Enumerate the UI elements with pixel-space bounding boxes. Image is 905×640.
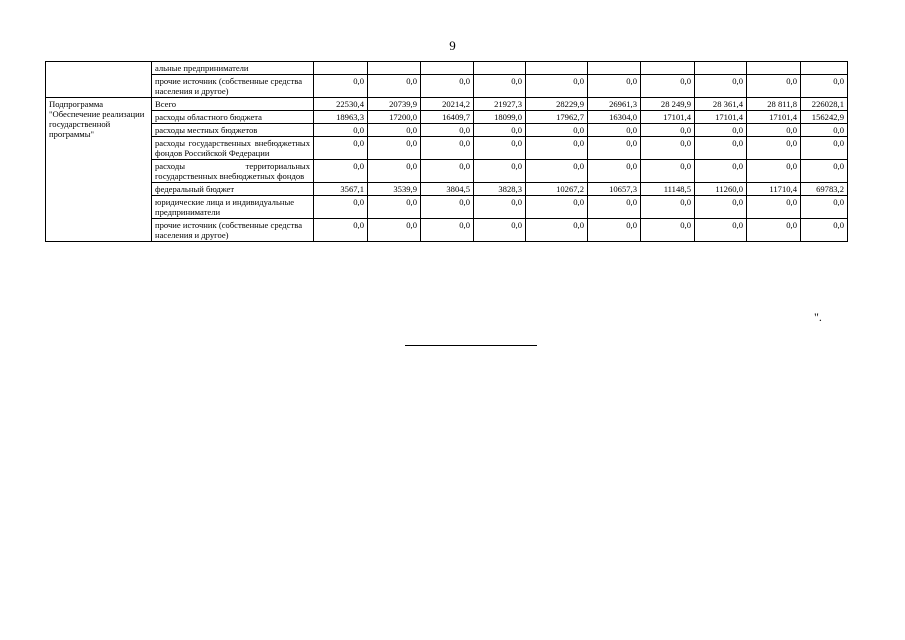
value-cell: 0,0	[474, 196, 526, 219]
value-cell: 20739,9	[368, 98, 421, 111]
funding-source-label: федеральный бюджет	[152, 183, 314, 196]
value-cell: 0,0	[368, 137, 421, 160]
funding-source-label: расходы областного бюджета	[152, 111, 314, 124]
value-cell: 0,0	[368, 196, 421, 219]
value-cell: 0,0	[695, 124, 747, 137]
value-cell: 26961,3	[588, 98, 641, 111]
value-cell	[641, 62, 695, 75]
value-cell: 21927,3	[474, 98, 526, 111]
value-cell: 0,0	[801, 124, 848, 137]
value-cell: 0,0	[588, 219, 641, 242]
value-cell: 0,0	[314, 75, 368, 98]
value-cell: 0,0	[421, 160, 474, 183]
value-cell: 16409,7	[421, 111, 474, 124]
value-cell: 0,0	[747, 160, 801, 183]
value-cell: 0,0	[314, 137, 368, 160]
value-cell: 0,0	[641, 196, 695, 219]
value-cell: 18099,0	[474, 111, 526, 124]
value-cell: 0,0	[695, 137, 747, 160]
value-cell: 0,0	[368, 124, 421, 137]
value-cell: 0,0	[421, 137, 474, 160]
value-cell: 0,0	[588, 75, 641, 98]
value-cell: 17101,4	[747, 111, 801, 124]
funding-source-label: расходы государственных внебюджетных фондов Российской Федерации	[152, 137, 314, 160]
value-cell: 0,0	[747, 75, 801, 98]
table-row	[46, 75, 848, 98]
value-cell: 0,0	[695, 219, 747, 242]
funding-source-label: прочие источник (собственные средства населения и другое)	[152, 75, 314, 98]
value-cell: 0,0	[695, 196, 747, 219]
value-cell: 0,0	[747, 137, 801, 160]
value-cell: 0,0	[474, 137, 526, 160]
value-cell: 17101,4	[695, 111, 747, 124]
subprogram-name-cell: Подпрограмма "Обеспечение реализации государственной программы"	[46, 98, 152, 242]
value-cell: 0,0	[801, 75, 848, 98]
value-cell: 0,0	[526, 160, 588, 183]
value-cell: 0,0	[368, 160, 421, 183]
value-cell: 0,0	[526, 219, 588, 242]
value-cell: 11260,0	[695, 183, 747, 196]
value-cell: 17200,0	[368, 111, 421, 124]
table-row	[46, 219, 848, 242]
value-cell	[588, 62, 641, 75]
value-cell: 0,0	[474, 160, 526, 183]
value-cell: 0,0	[588, 196, 641, 219]
value-cell: 28 249,9	[641, 98, 695, 111]
value-cell: 0,0	[526, 75, 588, 98]
value-cell	[368, 62, 421, 75]
value-cell: 0,0	[695, 75, 747, 98]
value-cell: 226028,1	[801, 98, 848, 111]
value-cell: 0,0	[526, 196, 588, 219]
value-cell: 10657,3	[588, 183, 641, 196]
table-row	[46, 183, 848, 196]
value-cell: 0,0	[588, 160, 641, 183]
value-cell: 156242,9	[801, 111, 848, 124]
value-cell: 20214,2	[421, 98, 474, 111]
funding-source-label: Всего	[152, 98, 314, 111]
value-cell: 0,0	[368, 75, 421, 98]
program-cell-continued	[46, 62, 152, 98]
value-cell: 0,0	[421, 75, 474, 98]
value-cell: 3828,3	[474, 183, 526, 196]
value-cell: 0,0	[314, 160, 368, 183]
budget-table	[45, 61, 848, 242]
value-cell: 11148,5	[641, 183, 695, 196]
value-cell: 0,0	[474, 219, 526, 242]
closing-quote-mark: ".	[814, 310, 822, 324]
value-cell: 3539,9	[368, 183, 421, 196]
value-cell: 0,0	[314, 196, 368, 219]
value-cell: 0,0	[801, 160, 848, 183]
funding-source-label: прочие источник (собственные средства населения и другое)	[152, 219, 314, 242]
value-cell: 0,0	[588, 137, 641, 160]
table-row	[46, 160, 848, 183]
value-cell: 0,0	[474, 75, 526, 98]
value-cell: 28 361,4	[695, 98, 747, 111]
value-cell: 0,0	[368, 219, 421, 242]
value-cell: 17101,4	[641, 111, 695, 124]
value-cell: 0,0	[588, 124, 641, 137]
page-number: 9	[449, 38, 456, 53]
value-cell: 3804,5	[421, 183, 474, 196]
value-cell: 3567,1	[314, 183, 368, 196]
table-row	[46, 98, 848, 111]
value-cell: 0,0	[641, 124, 695, 137]
value-cell: 0,0	[641, 219, 695, 242]
value-cell: 0,0	[526, 124, 588, 137]
value-cell: 0,0	[421, 196, 474, 219]
value-cell: 69783,2	[801, 183, 848, 196]
value-cell: 0,0	[421, 124, 474, 137]
value-cell: 0,0	[747, 124, 801, 137]
value-cell: 0,0	[801, 219, 848, 242]
separator-line	[405, 345, 537, 346]
funding-source-label: юридические лица и индивидуальные предприниматели	[152, 196, 314, 219]
value-cell: 28 811,8	[747, 98, 801, 111]
value-cell	[526, 62, 588, 75]
value-cell: 0,0	[314, 219, 368, 242]
value-cell: 0,0	[801, 196, 848, 219]
value-cell: 17962,7	[526, 111, 588, 124]
value-cell: 10267,2	[526, 183, 588, 196]
value-cell: 22530,4	[314, 98, 368, 111]
funding-source-label: альные предприниматели	[152, 62, 314, 75]
table-row	[46, 137, 848, 160]
table-row	[46, 196, 848, 219]
funding-source-label: расходы территориальных государственных внебюджетных фондов	[152, 160, 314, 183]
value-cell: 0,0	[747, 196, 801, 219]
value-cell: 16304,0	[588, 111, 641, 124]
value-cell	[314, 62, 368, 75]
funding-source-label: расходы местных бюджетов	[152, 124, 314, 137]
table-row	[46, 124, 848, 137]
value-cell: 0,0	[641, 137, 695, 160]
value-cell	[747, 62, 801, 75]
value-cell: 0,0	[526, 137, 588, 160]
value-cell: 0,0	[421, 219, 474, 242]
value-cell: 0,0	[474, 124, 526, 137]
value-cell: 0,0	[314, 124, 368, 137]
value-cell: 0,0	[695, 160, 747, 183]
value-cell	[421, 62, 474, 75]
table-row	[46, 62, 848, 75]
value-cell	[474, 62, 526, 75]
value-cell: 0,0	[641, 160, 695, 183]
value-cell: 28229,9	[526, 98, 588, 111]
table-row	[46, 111, 848, 124]
value-cell	[695, 62, 747, 75]
value-cell: 0,0	[641, 75, 695, 98]
value-cell: 0,0	[747, 219, 801, 242]
value-cell: 18963,3	[314, 111, 368, 124]
value-cell: 11710,4	[747, 183, 801, 196]
value-cell	[801, 62, 848, 75]
value-cell: 0,0	[801, 137, 848, 160]
